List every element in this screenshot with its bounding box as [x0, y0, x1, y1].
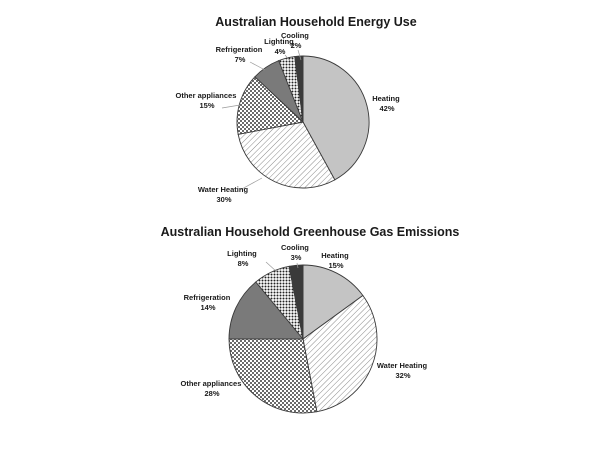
slice-label-lighting: Lighting 8%: [227, 249, 257, 268]
chart-greenhouse-emissions: [161, 225, 460, 413]
chart-energy-use: [176, 15, 417, 204]
slice-label-cooling: Cooling 3%: [280, 243, 309, 262]
pie-slice-other-appliances: [229, 339, 317, 413]
slice-label-water-heating: Water Heating 32%: [376, 361, 428, 380]
slice-label-other-appliances: Other appliances 28%: [180, 379, 242, 398]
slice-label-water-heating: Water Heating 30%: [197, 185, 249, 204]
chart-title: Australian Household Energy Use: [215, 15, 417, 29]
slice-label-lighting: Lighting 4%: [264, 37, 294, 56]
pie-slices: [237, 56, 369, 188]
slice-label-heating: Heating 15%: [321, 251, 349, 270]
slice-label-refrigeration: Refrigeration 14%: [183, 293, 231, 312]
chart-title: Australian Household Greenhouse Gas Emissions: [160, 225, 460, 239]
slice-label-refrigeration: Refrigeration 7%: [215, 45, 263, 64]
slice-label-other-appliances: Other appliances 15%: [175, 91, 237, 110]
slice-label-cooling: Cooling 2%: [280, 31, 309, 50]
leader-line: [266, 262, 277, 272]
leader-line: [250, 62, 265, 70]
leader-line: [222, 105, 240, 108]
pie-slices: [229, 265, 377, 413]
slice-label-heating: Heating 42%: [372, 94, 400, 113]
